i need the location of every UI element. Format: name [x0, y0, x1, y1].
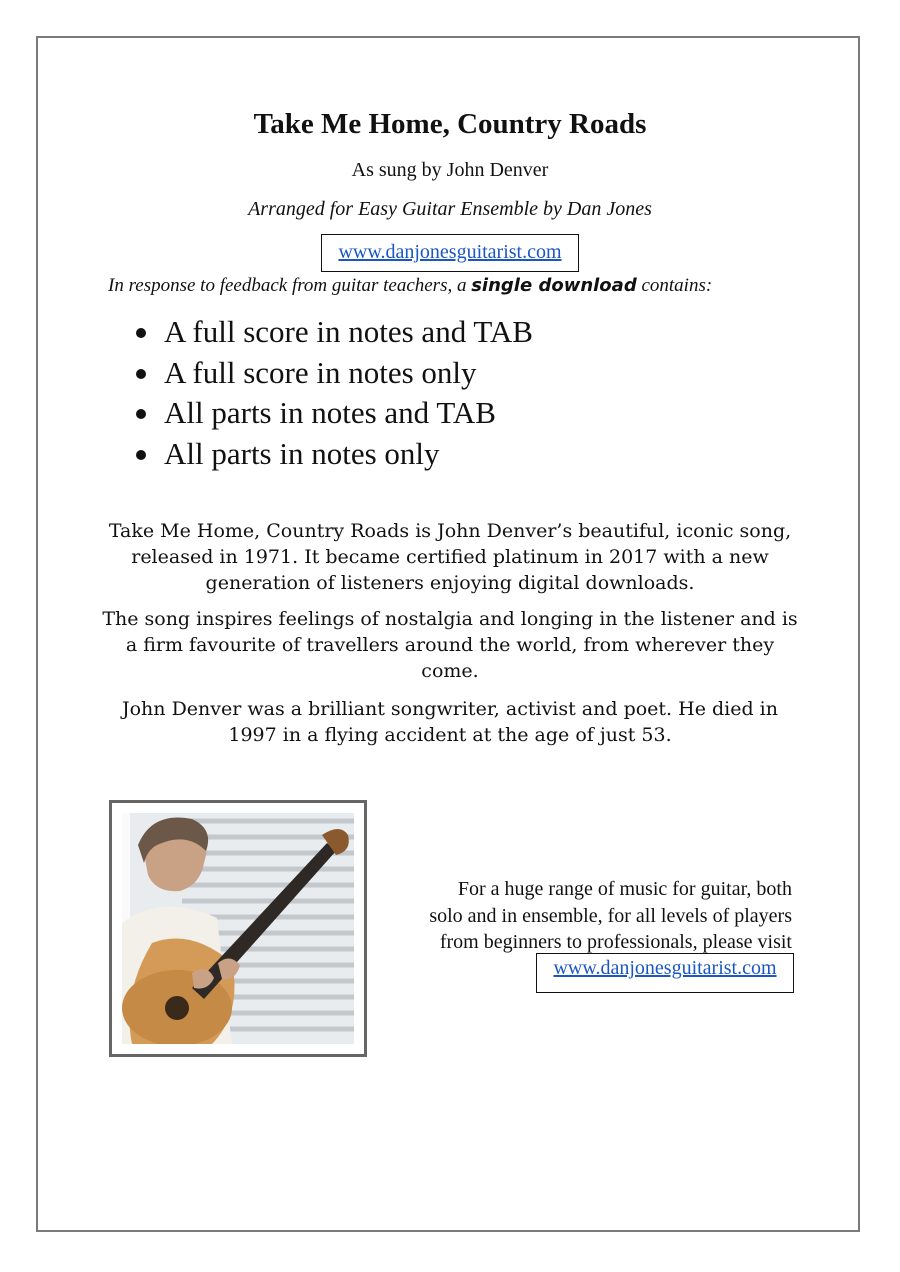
- bullet-icon: [136, 328, 146, 338]
- contents-list: [134, 312, 533, 474]
- promo-website-link[interactable]: www.danjonesguitarist.com: [553, 957, 777, 979]
- bullet-icon: [136, 369, 146, 379]
- list-item-text: All parts in notes and TAB: [164, 395, 496, 430]
- list-item: [134, 434, 533, 475]
- list-item-text: A full score in notes and TAB: [164, 314, 533, 349]
- intro-emphasis: single download: [471, 275, 637, 296]
- intro-before: In response to feedback from guitar teachers, a: [108, 275, 472, 296]
- description-paragraph: Take Me Home, Country Roads is John Denver’s beautiful, iconic song, released in 1971. It became certified platinum in 2017 with a new generation of listeners enjoying digital downloads.: [108, 520, 792, 594]
- list-item-text: A full score in notes only: [164, 354, 477, 390]
- promo-text: [370, 876, 792, 956]
- bullet-icon: [136, 409, 146, 419]
- intro-after: contains:: [636, 275, 713, 296]
- intro-text: [108, 275, 808, 297]
- website-link-box: [321, 234, 579, 272]
- subtitle: As sung by John Denver: [351, 159, 549, 181]
- promo-line: from beginners to professionals, please visit: [439, 931, 792, 953]
- bullet-icon: [136, 450, 146, 460]
- promo-link-box: [536, 953, 794, 993]
- list-item: [134, 353, 533, 394]
- description-paragraph: The song inspires feelings of nostalgia and longing in the listener and is a firm favourite of travellers around the world, from wherever they come.: [102, 608, 798, 682]
- list-item: [134, 393, 533, 434]
- list-item-text: All parts in notes only: [164, 435, 440, 471]
- arranger-credit: Arranged for Easy Guitar Ensemble by Dan Jones: [248, 198, 652, 220]
- list-item: [134, 312, 533, 353]
- promo-line: solo and in ensemble, for all levels of players: [429, 904, 792, 927]
- guitarist-photo-frame: [109, 800, 367, 1057]
- page-title: Take Me Home, Country Roads: [253, 108, 647, 140]
- guitarist-photo: [122, 813, 354, 1044]
- promo-line: For a huge range of music for guitar, both: [457, 878, 792, 900]
- description-paragraph: John Denver was a brilliant songwriter, activist and poet. He died in 1997 in a flying accident at the age of just 53.: [122, 698, 778, 746]
- website-link[interactable]: www.danjonesguitarist.com: [338, 241, 562, 263]
